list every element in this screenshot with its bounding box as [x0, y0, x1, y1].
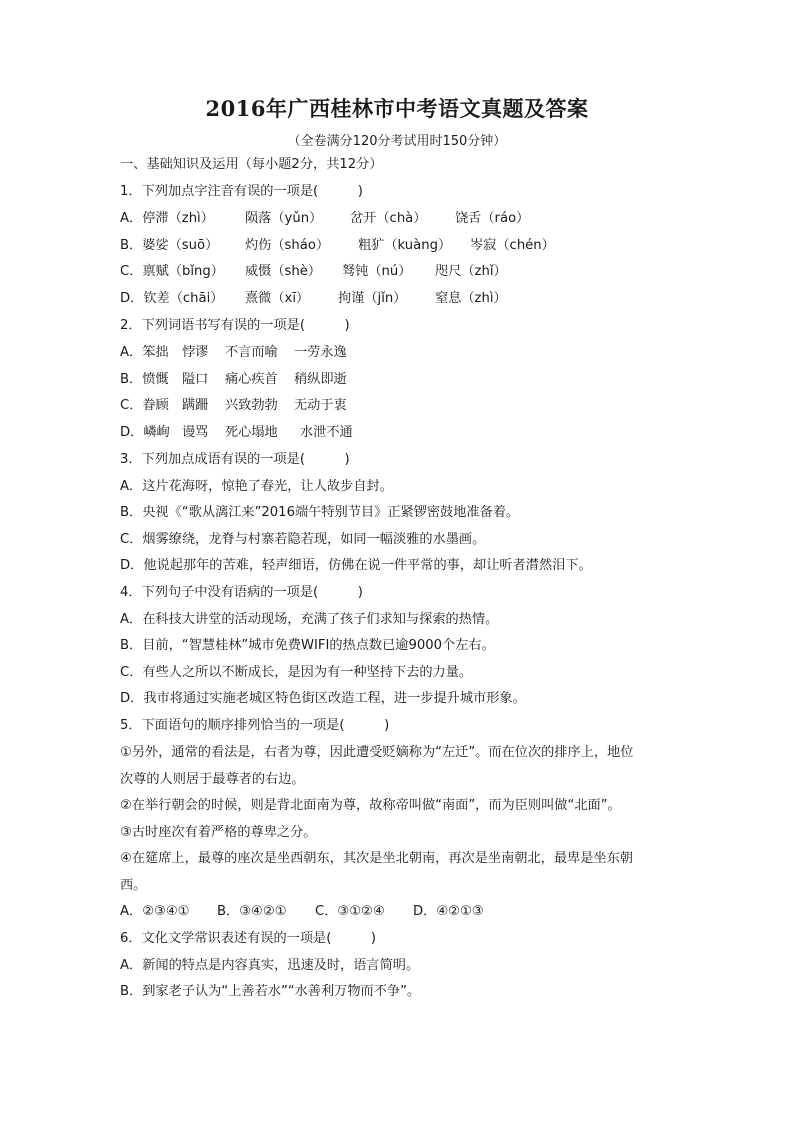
- question-1-stem: 1．下列加点字注音有误的一项是( ): [120, 184, 363, 199]
- question-5-stem: 5．下面语句的顺序排列恰当的一项是( ): [120, 718, 390, 733]
- q5-choice: B．③④②①: [217, 904, 287, 919]
- q1-a-item: 陨落（yǔn）: [245, 211, 323, 226]
- q5-choice: C．③①②④: [315, 904, 385, 919]
- section-heading: 一、基础知识及运用（每小题2分，共12分）: [120, 157, 383, 172]
- q1-a-item: A．停滞（zhì）: [120, 211, 214, 226]
- q2-c-item: 蹒跚: [182, 398, 209, 413]
- question-3-stem: 3．下列加点成语有误的一项是( ): [120, 452, 350, 467]
- q1-d-item: 窒息（zhì）: [435, 291, 507, 306]
- question-5-sentence-line: ①另外，通常的看法是，右者为尊，因此遭受贬嫡称为“左迁”。而在位次的排序上，地位: [120, 745, 634, 760]
- question-6-option-a: A．新闻的特点是内容真实，迅速及时，语言简明。: [120, 958, 420, 973]
- question-2-stem: 2．下列词语书写有误的一项是( ): [120, 318, 350, 333]
- page-title: 2016年广西桂林市中考语文真题及答案: [205, 96, 589, 121]
- q2-c-item: 无动于衷: [294, 398, 347, 413]
- q2-b-item: 痛心疾首: [225, 372, 278, 387]
- question-3-option-c: C．烟雾缭绕，龙脊与村寨若隐若现，如同一幅淡雅的水墨画。: [120, 532, 486, 547]
- question-6-option-b: B．到家老子认为“上善若水”“水善利万物而不争”。: [120, 984, 421, 999]
- q2-b-item: 隘口: [182, 372, 209, 387]
- question-5-sentence-line: 次尊的人则居于最尊者的右边。: [120, 772, 305, 787]
- q5-choice: D．④②①③: [413, 904, 484, 919]
- q1-b-item: 灼伤（sháo）: [245, 238, 330, 253]
- question-5-sentence-line: 西。: [120, 878, 147, 893]
- question-3-option-b: B．央视《“歌从漓江来”2016端午特别节目》正紧锣密鼓地准备着。: [120, 505, 520, 520]
- question-5-sentence-line: ②在举行朝会的时候，则是背北面南为尊，故称帝叫做“南面”，而为臣则叫做“北面”。: [120, 798, 621, 813]
- q1-c-item: 威慑（shè）: [245, 264, 322, 279]
- q1-d-item: 熹微（xī）: [245, 291, 310, 306]
- q1-d-item: D．钦差（chāi）: [120, 291, 224, 306]
- question-4-option-c: C．有些人之所以不断成长，是因为有一种坚持下去的力量。: [120, 665, 473, 680]
- page-subtitle: （全卷满分120分考试用时150分钟）: [287, 134, 507, 149]
- q2-a-item: 一劳永逸: [294, 345, 347, 360]
- question-4-option-b: B．目前，“智慧桂林”城市免费WIFI的热点数已逾9000个左右。: [120, 638, 495, 653]
- q1-b-item: 岑寂（chén）: [470, 238, 555, 253]
- question-4-option-a: A．在科技大讲堂的活动现场，充满了孩子们求知与探索的热情。: [120, 612, 499, 627]
- q2-d-item: 谩骂: [182, 425, 209, 440]
- question-4-option-d: D．我市将通过实施老城区特色街区改造工程，进一步提升城市形象。: [120, 691, 526, 706]
- question-6-stem: 6．文化文学常识表述有误的一项是( ): [120, 931, 377, 946]
- q1-c-item: 咫尺（zhǐ）: [435, 264, 507, 279]
- q1-c-item: 驽钝（nú）: [342, 264, 412, 279]
- q2-a-item: A．笨拙: [120, 345, 169, 360]
- q5-choice: A．②③④①: [120, 904, 190, 919]
- q1-a-item: 岔开（chà）: [350, 211, 427, 226]
- q1-c-item: C．禀赋（bǐng）: [120, 264, 224, 279]
- q2-a-item: 悖谬: [182, 345, 209, 360]
- q2-d-item: 水泄不通: [300, 425, 353, 440]
- q2-c-item: C．眷顾: [120, 398, 169, 413]
- q2-c-item: 兴致勃勃: [225, 398, 278, 413]
- question-4-stem: 4．下列句子中没有语病的一项是( ): [120, 585, 363, 600]
- q2-a-item: 不言而喻: [225, 345, 278, 360]
- question-5-sentence-line: ④在筵席上，最尊的座次是坐西朝东，其次是坐北朝南，再次是坐南朝北，最卑是坐东朝: [120, 851, 633, 866]
- q2-d-item: 死心塌地: [225, 425, 278, 440]
- question-3-option-d: D．他说起那年的苦难，轻声细语，仿佛在说一件平常的事，却让听者潸然泪下。: [120, 558, 592, 573]
- q2-b-item: B．愤慨: [120, 372, 169, 387]
- q2-b-item: 稍纵即逝: [294, 372, 347, 387]
- q2-d-item: D．嶙峋: [120, 425, 170, 440]
- question-3-option-a: A．这片花海呀，惊艳了春光，让人故步自封。: [120, 479, 393, 494]
- q1-b-item: 粗犷（kuàng）: [358, 238, 452, 253]
- q1-a-item: 饶舌（ráo）: [455, 211, 530, 226]
- question-5-sentence-line: ③古时座次有着严格的尊卑之分。: [120, 825, 317, 840]
- q1-d-item: 拘谨（jǐn）: [338, 291, 407, 306]
- q1-b-item: B．婆娑（suō）: [120, 238, 219, 253]
